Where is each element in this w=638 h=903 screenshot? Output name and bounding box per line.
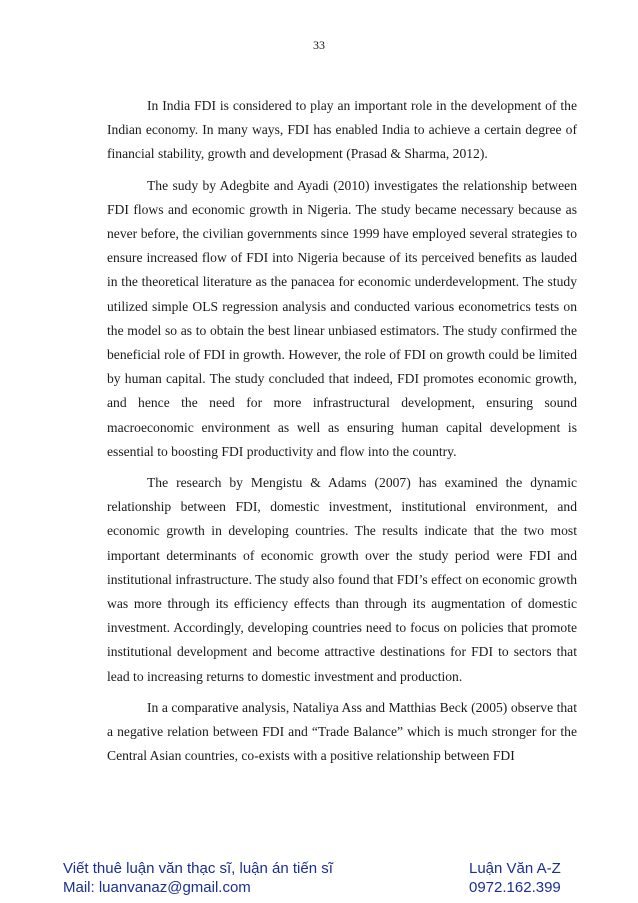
footer-service-text: Viết thuê luận văn thạc sĩ, luận án tiến sĩ xyxy=(63,860,333,877)
paragraph-india-fdi: In India FDI is considered to play an important role in the development of the Indian economy. In many ways, FDI has enabled India to achieve a certain degree of financial stability, growth and development (Prasad & Sharma, 2012). xyxy=(107,98,577,162)
footer-email[interactable]: Mail: luanvanaz@gmail.com xyxy=(63,879,251,896)
footer-right xyxy=(469,859,561,897)
paragraph-ass-beck: In a comparative analysis, Nataliya Ass and Matthias Beck (2005) observe that a negative relation between FDI and “Trade Balance” which is much stronger for the Central Asian countries, co-exists with a positive relationship between FDI xyxy=(107,699,577,764)
page-number: 33 xyxy=(313,38,325,52)
footer-left xyxy=(63,859,333,897)
paragraph-mengistu-adams: The research by Mengistu & Adams (2007) has examined the dynamic relationship between FDI, domestic investment, institutional environment, and economic growth in developing countries. The results indicate that the two most important determinants of economic growth over the study period were FDI and institutional infrastructure. The study also found that FDI’s effect on economic growth was more through its efficiency effects than through its augmentation of domestic investment. Accordingly, developing countries need to focus on policies that promote institutional development and become attractive destinations for FDI to sectors that lead to increasing returns to domestic investment and production. xyxy=(107,475,577,684)
paragraph-adegbite-ayadi: The sudy by Adegbite and Ayadi (2010) investigates the relationship between FDI flows and economic growth in Nigeria. The study became necessary because as never before, the civilian governments since 1999 have employed several strategies to ensure increased flow of FDI into Nigeria because of its perceived benefits as lauded in the theoretical literature as the panacea for economic underdevelopment. The study utilized simple OLS regression analysis and conducted various econometrics tests on the model so as to obtain the best linear unbiased estimators. The study confirmed the beneficial role of FDI in growth. However, the role of FDI on growth could be limited by human capital. The study concluded that indeed, FDI promotes economic growth, and hence the need for more infrastructural development, ensuring sound macroeconomic environment as well as ensuring human capital development is essential to boosting FDI productivity and flow into the country. xyxy=(107,177,577,459)
footer-brand: Luận Văn A-Z xyxy=(469,860,561,877)
body-text xyxy=(107,94,577,775)
footer-phone[interactable]: 0972.162.399 xyxy=(469,879,561,896)
